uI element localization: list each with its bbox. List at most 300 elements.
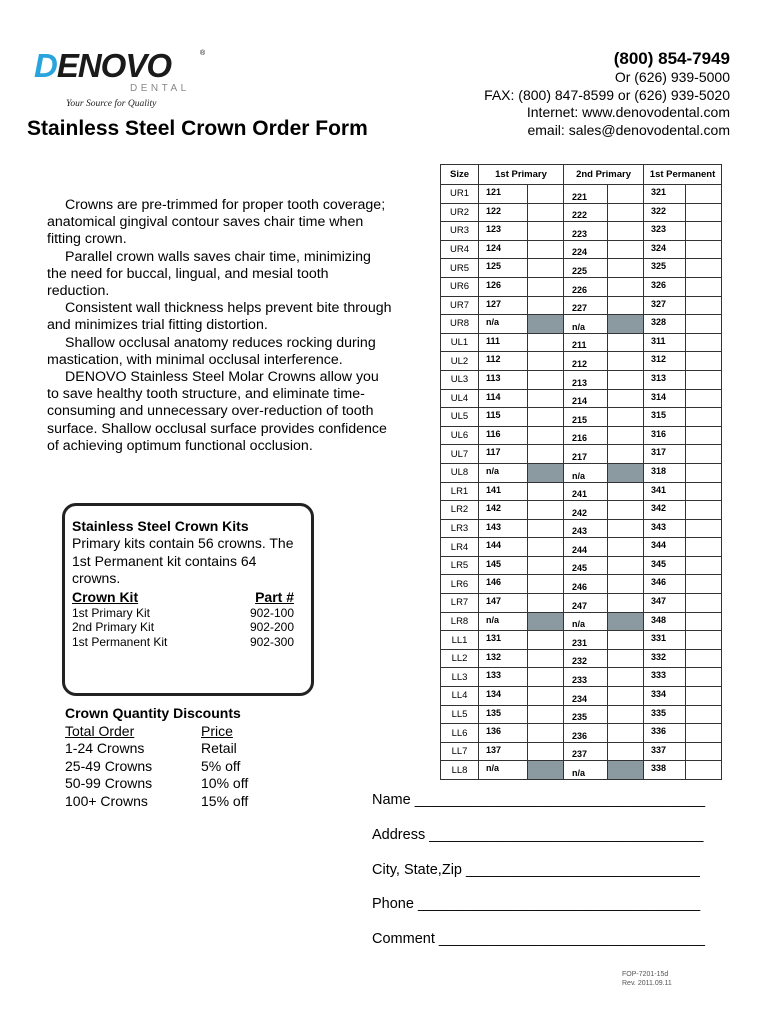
size-cell: LL5 (441, 705, 479, 724)
crown-code-cell: 211 (564, 333, 608, 352)
size-cell: LL6 (441, 724, 479, 743)
size-cell: LL1 (441, 631, 479, 650)
table-row (441, 705, 722, 724)
quantity-cell[interactable] (686, 463, 722, 482)
size-cell: UR8 (441, 315, 479, 334)
quantity-cell[interactable] (528, 222, 564, 241)
size-cell: UL2 (441, 352, 479, 371)
customer-info-form (372, 790, 732, 964)
size-cell: UL7 (441, 445, 479, 464)
table-header-row (441, 165, 722, 185)
quantity-cell[interactable] (608, 668, 644, 687)
quantity-cell[interactable] (528, 445, 564, 464)
crown-code-cell: 322 (644, 203, 686, 222)
crown-code-cell: 338 (644, 761, 686, 780)
quantity-cell[interactable] (528, 203, 564, 222)
table-row (441, 426, 722, 445)
quantity-cell[interactable] (528, 408, 564, 427)
quantity-cell[interactable] (528, 705, 564, 724)
table-row (441, 296, 722, 315)
quantity-cell[interactable] (686, 426, 722, 445)
crown-code-cell: 327 (644, 296, 686, 315)
crown-code-cell: 231 (564, 631, 608, 650)
quantity-cell[interactable] (686, 296, 722, 315)
intro-paragraph: Crowns are pre-trimmed for proper tooth coverage; anatomical gingival contour saves chair time when fitting crown. (47, 197, 386, 248)
quantity-cell[interactable] (608, 538, 644, 557)
kits-row (72, 635, 294, 650)
quantity-cell[interactable] (608, 575, 644, 594)
crown-code-cell: 317 (644, 445, 686, 464)
crown-code-cell: 323 (644, 222, 686, 241)
crown-code-cell: 134 (479, 687, 528, 706)
crown-code-cell: 221 (564, 185, 608, 204)
crown-code-cell: n/a (564, 315, 608, 334)
quantity-cell[interactable] (686, 315, 722, 334)
crown-code-cell: 114 (479, 389, 528, 408)
crown-code-cell: 324 (644, 240, 686, 259)
crown-code-cell: 241 (564, 482, 608, 501)
crown-code-cell: 312 (644, 352, 686, 371)
crown-code-cell: 311 (644, 333, 686, 352)
size-cell: UR1 (441, 185, 479, 204)
intro-paragraph: Consistent wall thickness helps prevent bite through and minimizes trial fitting distortion. (47, 300, 392, 334)
table-row (441, 222, 722, 241)
crown-code-cell: 126 (479, 277, 528, 296)
crown-code-cell: 131 (479, 631, 528, 650)
quantity-cell[interactable] (528, 538, 564, 557)
quantity-cell[interactable] (528, 631, 564, 650)
table-row (441, 352, 722, 371)
quantity-cell[interactable] (608, 687, 644, 706)
quantity-cell[interactable] (686, 705, 722, 724)
quantity-cell[interactable] (686, 594, 722, 613)
kit-part: 902-100 (249, 605, 294, 620)
quantity-cell (528, 315, 564, 334)
crown-code-cell: 222 (564, 203, 608, 222)
quantity-cell (608, 612, 644, 631)
crown-code-cell: 344 (644, 538, 686, 557)
comment-field[interactable]: Comment _________________________________ (372, 931, 705, 948)
quantity-cell[interactable] (686, 185, 722, 204)
table-row (441, 389, 722, 408)
quantity-cell[interactable] (608, 352, 644, 371)
quantity-cell (528, 463, 564, 482)
crown-code-cell: 242 (564, 501, 608, 520)
crown-code-cell: 345 (644, 556, 686, 575)
crown-code-cell: 113 (479, 370, 528, 389)
kit-name: 1st Permanent Kit (72, 634, 168, 649)
crown-code-cell: 145 (479, 556, 528, 575)
crown-code-cell: 313 (644, 370, 686, 389)
quantity-cell (608, 315, 644, 334)
form-footer (622, 970, 672, 988)
quantity-cell[interactable] (608, 556, 644, 575)
contact-phone: (800) 854-7949 (613, 49, 730, 68)
table-row (441, 240, 722, 259)
crown-code-cell: 343 (644, 519, 686, 538)
quantity-cell[interactable] (608, 742, 644, 761)
kit-name: 2nd Primary Kit (72, 620, 155, 635)
crown-code-cell: 233 (564, 668, 608, 687)
crown-code-cell: 336 (644, 724, 686, 743)
crown-code-cell: 335 (644, 705, 686, 724)
discount-order: 50-99 Crowns (65, 775, 153, 792)
kit-part: 902-300 (249, 634, 294, 649)
quantity-cell[interactable] (686, 203, 722, 222)
denovo-logo (34, 48, 214, 114)
header-1st-primary: 1st Primary (479, 165, 564, 185)
quantity-cell[interactable] (528, 296, 564, 315)
quantity-cell[interactable] (608, 482, 644, 501)
crown-code-cell: 348 (644, 612, 686, 631)
size-cell: LL4 (441, 687, 479, 706)
crown-code-cell: 321 (644, 185, 686, 204)
quantity-cell[interactable] (686, 612, 722, 631)
table-row (441, 687, 722, 706)
crown-code-cell: 214 (564, 389, 608, 408)
kits-row (72, 606, 294, 621)
city-state-zip-field[interactable]: City, State,Zip _____________________________ (372, 861, 700, 878)
quantity-cell[interactable] (608, 203, 644, 222)
quantity-cell[interactable] (528, 594, 564, 613)
quantity-cell[interactable] (686, 724, 722, 743)
crown-code-cell: 227 (564, 296, 608, 315)
header-1st-permanent: 1st Permanent (644, 165, 722, 185)
quantity-cell[interactable] (528, 724, 564, 743)
size-cell: UR5 (441, 259, 479, 278)
crown-code-cell: 124 (479, 240, 528, 259)
quantity-cell[interactable] (608, 370, 644, 389)
crown-code-cell: 318 (644, 463, 686, 482)
kits-title: Stainless Steel Crown Kits (72, 518, 249, 534)
quantity-cell[interactable] (686, 742, 722, 761)
address-field[interactable]: Address __________________________________ (372, 826, 704, 843)
size-cell: LL8 (441, 761, 479, 780)
crown-code-cell: 117 (479, 445, 528, 464)
crown-code-cell: 346 (644, 575, 686, 594)
quantity-cell[interactable] (528, 742, 564, 761)
crown-code-cell: 215 (564, 408, 608, 427)
discount-row (65, 775, 305, 793)
discount-order: 1-24 Crowns (65, 740, 145, 757)
discount-price: 10% off (201, 775, 249, 792)
table-row (441, 631, 722, 650)
discounts-header (65, 723, 305, 741)
phone-field[interactable]: Phone ___________________________________ (372, 896, 701, 913)
crown-code-cell: 328 (644, 315, 686, 334)
table-row (441, 185, 722, 204)
page-title: Stainless Steel Crown Order Form (27, 117, 368, 140)
quantity-cell[interactable] (686, 222, 722, 241)
size-cell: LR5 (441, 556, 479, 575)
crown-code-cell: 243 (564, 519, 608, 538)
table-row (441, 761, 722, 780)
quantity-cell[interactable] (528, 389, 564, 408)
quantity-cell (608, 463, 644, 482)
crown-code-cell: 341 (644, 482, 686, 501)
quantity-cell[interactable] (686, 277, 722, 296)
intro-text (47, 197, 392, 455)
crown-code-cell: 137 (479, 742, 528, 761)
quantity-cell[interactable] (686, 631, 722, 650)
size-cell: LL3 (441, 668, 479, 687)
crown-code-cell: 326 (644, 277, 686, 296)
crown-code-cell: 315 (644, 408, 686, 427)
quantity-cell[interactable] (686, 761, 722, 780)
quantity-cell[interactable] (686, 482, 722, 501)
size-cell: UL4 (441, 389, 479, 408)
quantity-discounts (65, 705, 305, 811)
crown-code-cell: 331 (644, 631, 686, 650)
crown-code-cell: 347 (644, 594, 686, 613)
table-row (441, 482, 722, 501)
contact-email: email: sales@denovodental.com (527, 121, 730, 138)
crown-code-cell: 217 (564, 445, 608, 464)
quantity-cell (528, 612, 564, 631)
crown-code-cell: 141 (479, 482, 528, 501)
table-row (441, 612, 722, 631)
discount-price: 15% off (201, 792, 249, 809)
header-size: Size (441, 165, 479, 185)
kits-col-part: Part # (255, 588, 294, 605)
table-row (441, 556, 722, 575)
intro-paragraph: DENOVO Stainless Steel Molar Crowns allow you to save healthy tooth structure, and eliminate time-consuming and unnecessary over-reduction of tooth surface. Shallow occlusal surface provides confidence of achieving optimum functional occlusion. (47, 369, 387, 454)
quantity-cell[interactable] (528, 556, 564, 575)
quantity-cell[interactable] (686, 408, 722, 427)
quantity-cell[interactable] (686, 445, 722, 464)
table-row (441, 575, 722, 594)
contact-block (484, 49, 730, 139)
quantity-cell[interactable] (686, 370, 722, 389)
crown-code-cell: 147 (479, 594, 528, 613)
quantity-cell[interactable] (608, 501, 644, 520)
quantity-cell[interactable] (608, 408, 644, 427)
size-cell: UL3 (441, 370, 479, 389)
quantity-cell[interactable] (608, 594, 644, 613)
crown-code-cell: 116 (479, 426, 528, 445)
table-row (441, 463, 722, 482)
crown-code-cell: 234 (564, 687, 608, 706)
size-cell: UR7 (441, 296, 479, 315)
kits-description: Primary kits contain 56 crowns. The 1st Permanent kit contains 64 crowns. (72, 535, 294, 586)
size-cell: LR4 (441, 538, 479, 557)
quantity-cell[interactable] (528, 519, 564, 538)
discount-row (65, 793, 305, 811)
quantity-cell[interactable] (528, 482, 564, 501)
quantity-cell[interactable] (686, 240, 722, 259)
quantity-cell[interactable] (608, 222, 644, 241)
crown-code-cell: 212 (564, 352, 608, 371)
form-revision: Rev. 2011.09.11 (622, 980, 672, 987)
size-cell: LR8 (441, 612, 479, 631)
quantity-cell[interactable] (528, 668, 564, 687)
logo-wordmark: DENOVO (34, 47, 172, 84)
quantity-cell[interactable] (686, 538, 722, 557)
crown-code-cell: 127 (479, 296, 528, 315)
quantity-cell[interactable] (528, 240, 564, 259)
quantity-cell[interactable] (686, 389, 722, 408)
crown-code-cell: 316 (644, 426, 686, 445)
crown-code-cell: 144 (479, 538, 528, 557)
crown-order-table (440, 164, 722, 780)
quantity-cell[interactable] (608, 705, 644, 724)
quantity-cell[interactable] (528, 426, 564, 445)
discount-price: Retail (201, 740, 237, 757)
header-2nd-primary: 2nd Primary (564, 165, 644, 185)
size-cell: UR2 (441, 203, 479, 222)
contact-fax: FAX: (800) 847-8599 or (626) 939-5020 (484, 86, 730, 103)
size-cell: LL2 (441, 649, 479, 668)
table-row (441, 203, 722, 222)
discount-row (65, 758, 305, 776)
crown-code-cell: 237 (564, 742, 608, 761)
quantity-cell[interactable] (686, 649, 722, 668)
quantity-cell[interactable] (686, 333, 722, 352)
quantity-cell[interactable] (608, 185, 644, 204)
crown-code-cell: 342 (644, 501, 686, 520)
kits-col-kit: Crown Kit (72, 588, 139, 605)
crown-code-cell: 337 (644, 742, 686, 761)
table-row (441, 445, 722, 464)
form-code: FOP-7201-15d (622, 971, 669, 978)
table-row (441, 501, 722, 520)
crown-code-cell: 216 (564, 426, 608, 445)
quantity-cell[interactable] (528, 575, 564, 594)
quantity-cell[interactable] (528, 649, 564, 668)
contact-alt-phone: Or (626) 939-5000 (614, 69, 730, 85)
quantity-cell[interactable] (686, 687, 722, 706)
quantity-cell[interactable] (608, 240, 644, 259)
quantity-cell[interactable] (528, 333, 564, 352)
quantity-cell[interactable] (608, 277, 644, 296)
quantity-cell[interactable] (528, 370, 564, 389)
table-row (441, 519, 722, 538)
crown-code-cell: 136 (479, 724, 528, 743)
intro-paragraph: Shallow occlusal anatomy reduces rocking during mastication, with minimal occlusal interference. (47, 334, 376, 368)
size-cell: UL5 (441, 408, 479, 427)
quantity-cell[interactable] (608, 296, 644, 315)
size-cell: UR4 (441, 240, 479, 259)
crown-code-cell: 235 (564, 705, 608, 724)
crown-code-cell: 232 (564, 649, 608, 668)
table-row (441, 724, 722, 743)
table-row (441, 649, 722, 668)
table-row (441, 259, 722, 278)
logo-registered-mark: ® (200, 50, 206, 57)
quantity-cell[interactable] (608, 389, 644, 408)
quantity-cell[interactable] (528, 352, 564, 371)
logo-text: ENOVO (56, 47, 172, 84)
crown-code-cell: 224 (564, 240, 608, 259)
table-row (441, 333, 722, 352)
kit-part: 902-200 (249, 620, 294, 635)
size-cell: LR3 (441, 519, 479, 538)
discounts-col-price: Price (201, 722, 233, 739)
size-cell: UR3 (441, 222, 479, 241)
crown-code-cell: 135 (479, 705, 528, 724)
kit-name: 1st Primary Kit (72, 605, 151, 620)
quantity-cell[interactable] (686, 259, 722, 278)
quantity-cell[interactable] (686, 668, 722, 687)
quantity-cell[interactable] (528, 185, 564, 204)
quantity-cell[interactable] (608, 631, 644, 650)
quantity-cell[interactable] (608, 259, 644, 278)
quantity-cell[interactable] (686, 501, 722, 520)
kits-header (72, 589, 294, 606)
quantity-cell[interactable] (608, 519, 644, 538)
discounts-col-order: Total Order (65, 722, 135, 739)
quantity-cell[interactable] (528, 259, 564, 278)
crown-code-cell: 111 (479, 333, 528, 352)
crown-code-cell: 246 (564, 575, 608, 594)
crown-code-cell: 332 (644, 649, 686, 668)
crown-code-cell: 333 (644, 668, 686, 687)
crown-code-cell: 225 (564, 259, 608, 278)
crown-code-cell: 146 (479, 575, 528, 594)
quantity-cell[interactable] (686, 519, 722, 538)
logo-subtitle: DENTAL (130, 83, 190, 94)
quantity-cell[interactable] (686, 352, 722, 371)
crown-code-cell: 143 (479, 519, 528, 538)
quantity-cell[interactable] (608, 426, 644, 445)
discount-price: 5% off (201, 757, 241, 774)
crown-code-cell: n/a (479, 761, 528, 780)
size-cell: LR6 (441, 575, 479, 594)
crown-code-cell: n/a (479, 315, 528, 334)
size-cell: UL1 (441, 333, 479, 352)
table-row (441, 538, 722, 557)
crown-code-cell: 121 (479, 185, 528, 204)
quantity-cell[interactable] (528, 687, 564, 706)
crown-code-cell: n/a (479, 463, 528, 482)
crown-code-cell: 223 (564, 222, 608, 241)
crown-code-cell: 226 (564, 277, 608, 296)
quantity-cell[interactable] (686, 575, 722, 594)
crown-code-cell: 123 (479, 222, 528, 241)
table-row (441, 315, 722, 334)
crown-code-cell: 245 (564, 556, 608, 575)
quantity-cell[interactable] (608, 649, 644, 668)
crown-code-cell: 142 (479, 501, 528, 520)
crown-code-cell: 213 (564, 370, 608, 389)
quantity-cell (528, 761, 564, 780)
size-cell: LL7 (441, 742, 479, 761)
crown-code-cell: 325 (644, 259, 686, 278)
intro-paragraph: Parallel crown walls saves chair time, minimizing the need for buccal, lingual, and mesial tooth reduction. (47, 248, 371, 300)
crown-code-cell: n/a (564, 463, 608, 482)
quantity-cell[interactable] (608, 445, 644, 464)
name-field[interactable]: Name ____________________________________ (372, 792, 706, 808)
crown-code-cell: 334 (644, 687, 686, 706)
table-row (441, 370, 722, 389)
quantity-cell[interactable] (608, 724, 644, 743)
crown-code-cell: 247 (564, 594, 608, 613)
table-row (441, 742, 722, 761)
quantity-cell[interactable] (528, 501, 564, 520)
quantity-cell[interactable] (528, 277, 564, 296)
size-cell: UL8 (441, 463, 479, 482)
crown-code-cell: n/a (564, 761, 608, 780)
size-cell: LR2 (441, 501, 479, 520)
quantity-cell[interactable] (608, 333, 644, 352)
discount-order: 100+ Crowns (65, 792, 148, 809)
discount-order: 25-49 Crowns (65, 757, 153, 774)
size-cell: LR1 (441, 482, 479, 501)
table-row (441, 594, 722, 613)
quantity-cell[interactable] (686, 556, 722, 575)
table-row (441, 277, 722, 296)
table-row (441, 408, 722, 427)
